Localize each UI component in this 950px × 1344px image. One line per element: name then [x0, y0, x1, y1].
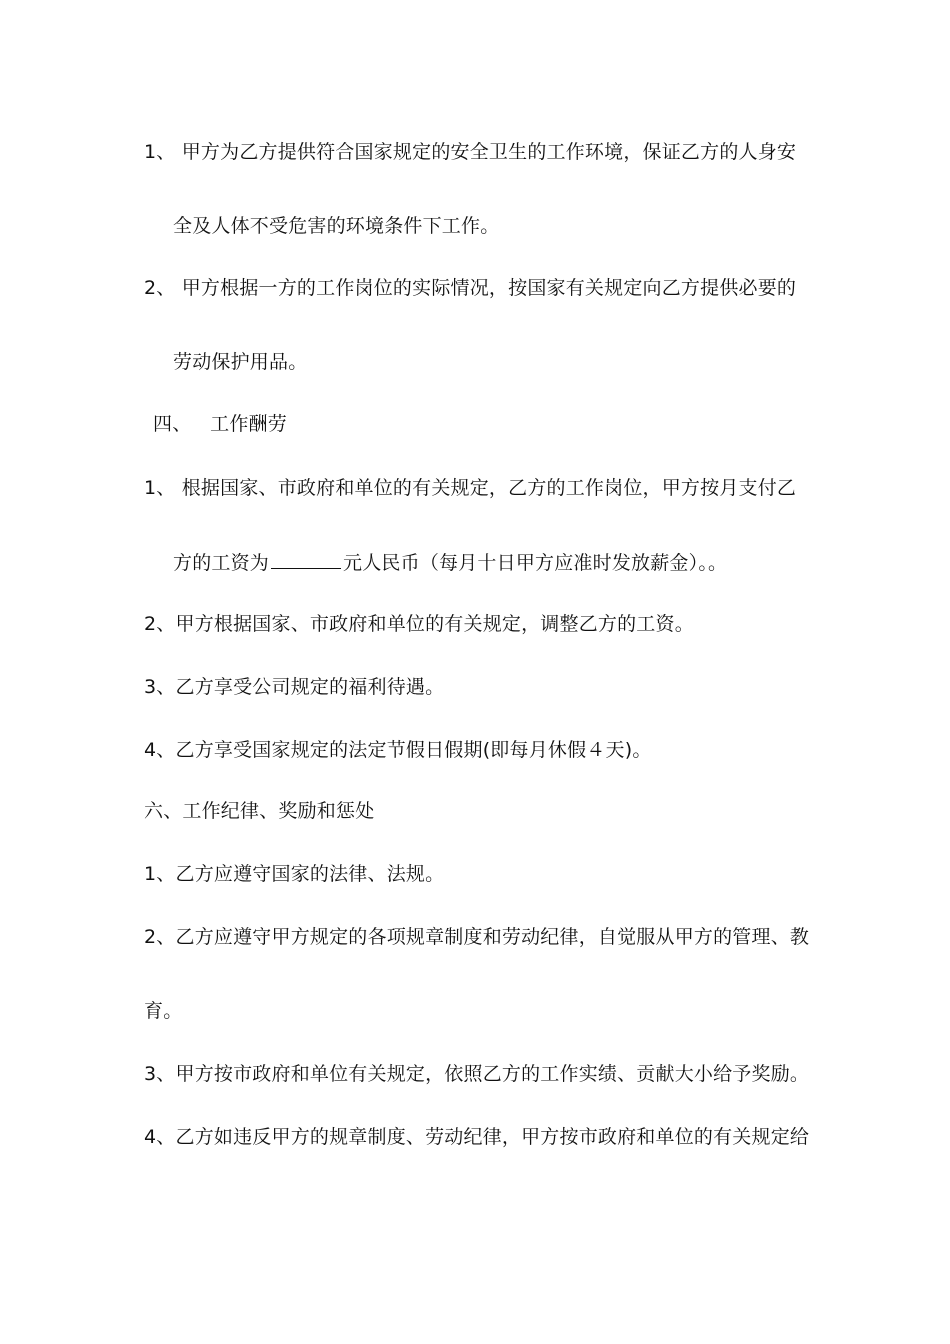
clause-4-1-line-1: 1、 根据国家、市政府和单位的有关规定，乙方的工作岗位，甲方按月支付乙 — [144, 477, 797, 499]
salary-blank-underline — [271, 550, 341, 569]
clause-4-2: 2、甲方根据国家、市政府和单位的有关规定，调整乙方的工资。 — [144, 613, 694, 635]
salary-prefix: 方的工资为 — [173, 552, 270, 574]
clause-3-1-line-1: 1、 甲方为乙方提供符合国家规定的安全卫生的工作环境，保证乙方的人身安 — [144, 141, 797, 163]
clause-4-1-line-2 — [173, 550, 727, 575]
clause-6-4-line-1: 4、乙方如违反甲方的规章制度、劳动纪律，甲方按市政府和单位的有关规定给 — [144, 1126, 810, 1148]
section-6-heading: 六、工作纪律、奖励和惩处 — [144, 800, 375, 822]
clause-3-2-line-1: 2、 甲方根据一方的工作岗位的实际情况，按国家有关规定向乙方提供必要的 — [144, 277, 797, 299]
section-4-heading: 四、 工作酬劳 — [153, 413, 287, 435]
clause-6-1: 1、乙方应遵守国家的法律、法规。 — [144, 863, 445, 885]
clause-6-2-line-1: 2、乙方应遵守甲方规定的各项规章制度和劳动纪律，自觉服从甲方的管理、教 — [144, 926, 810, 948]
clause-6-2-line-2: 育。 — [144, 1000, 183, 1022]
clause-4-3: 3、乙方享受公司规定的福利待遇。 — [144, 676, 445, 698]
clause-3-1-line-2: 全及人体不受危害的环境条件下工作。 — [173, 215, 500, 237]
salary-suffix: 元人民币（每月十日甲方应准时发放薪金）。。 — [343, 552, 728, 574]
clause-6-3: 3、甲方按市政府和单位有关规定，依照乙方的工作实绩、贡献大小给予奖励。 — [144, 1063, 810, 1085]
clause-3-2-line-2: 劳动保护用品。 — [173, 351, 308, 373]
clause-4-4: 4、乙方享受国家规定的法定节假日假期(即每月休假４天)。 — [144, 739, 652, 761]
